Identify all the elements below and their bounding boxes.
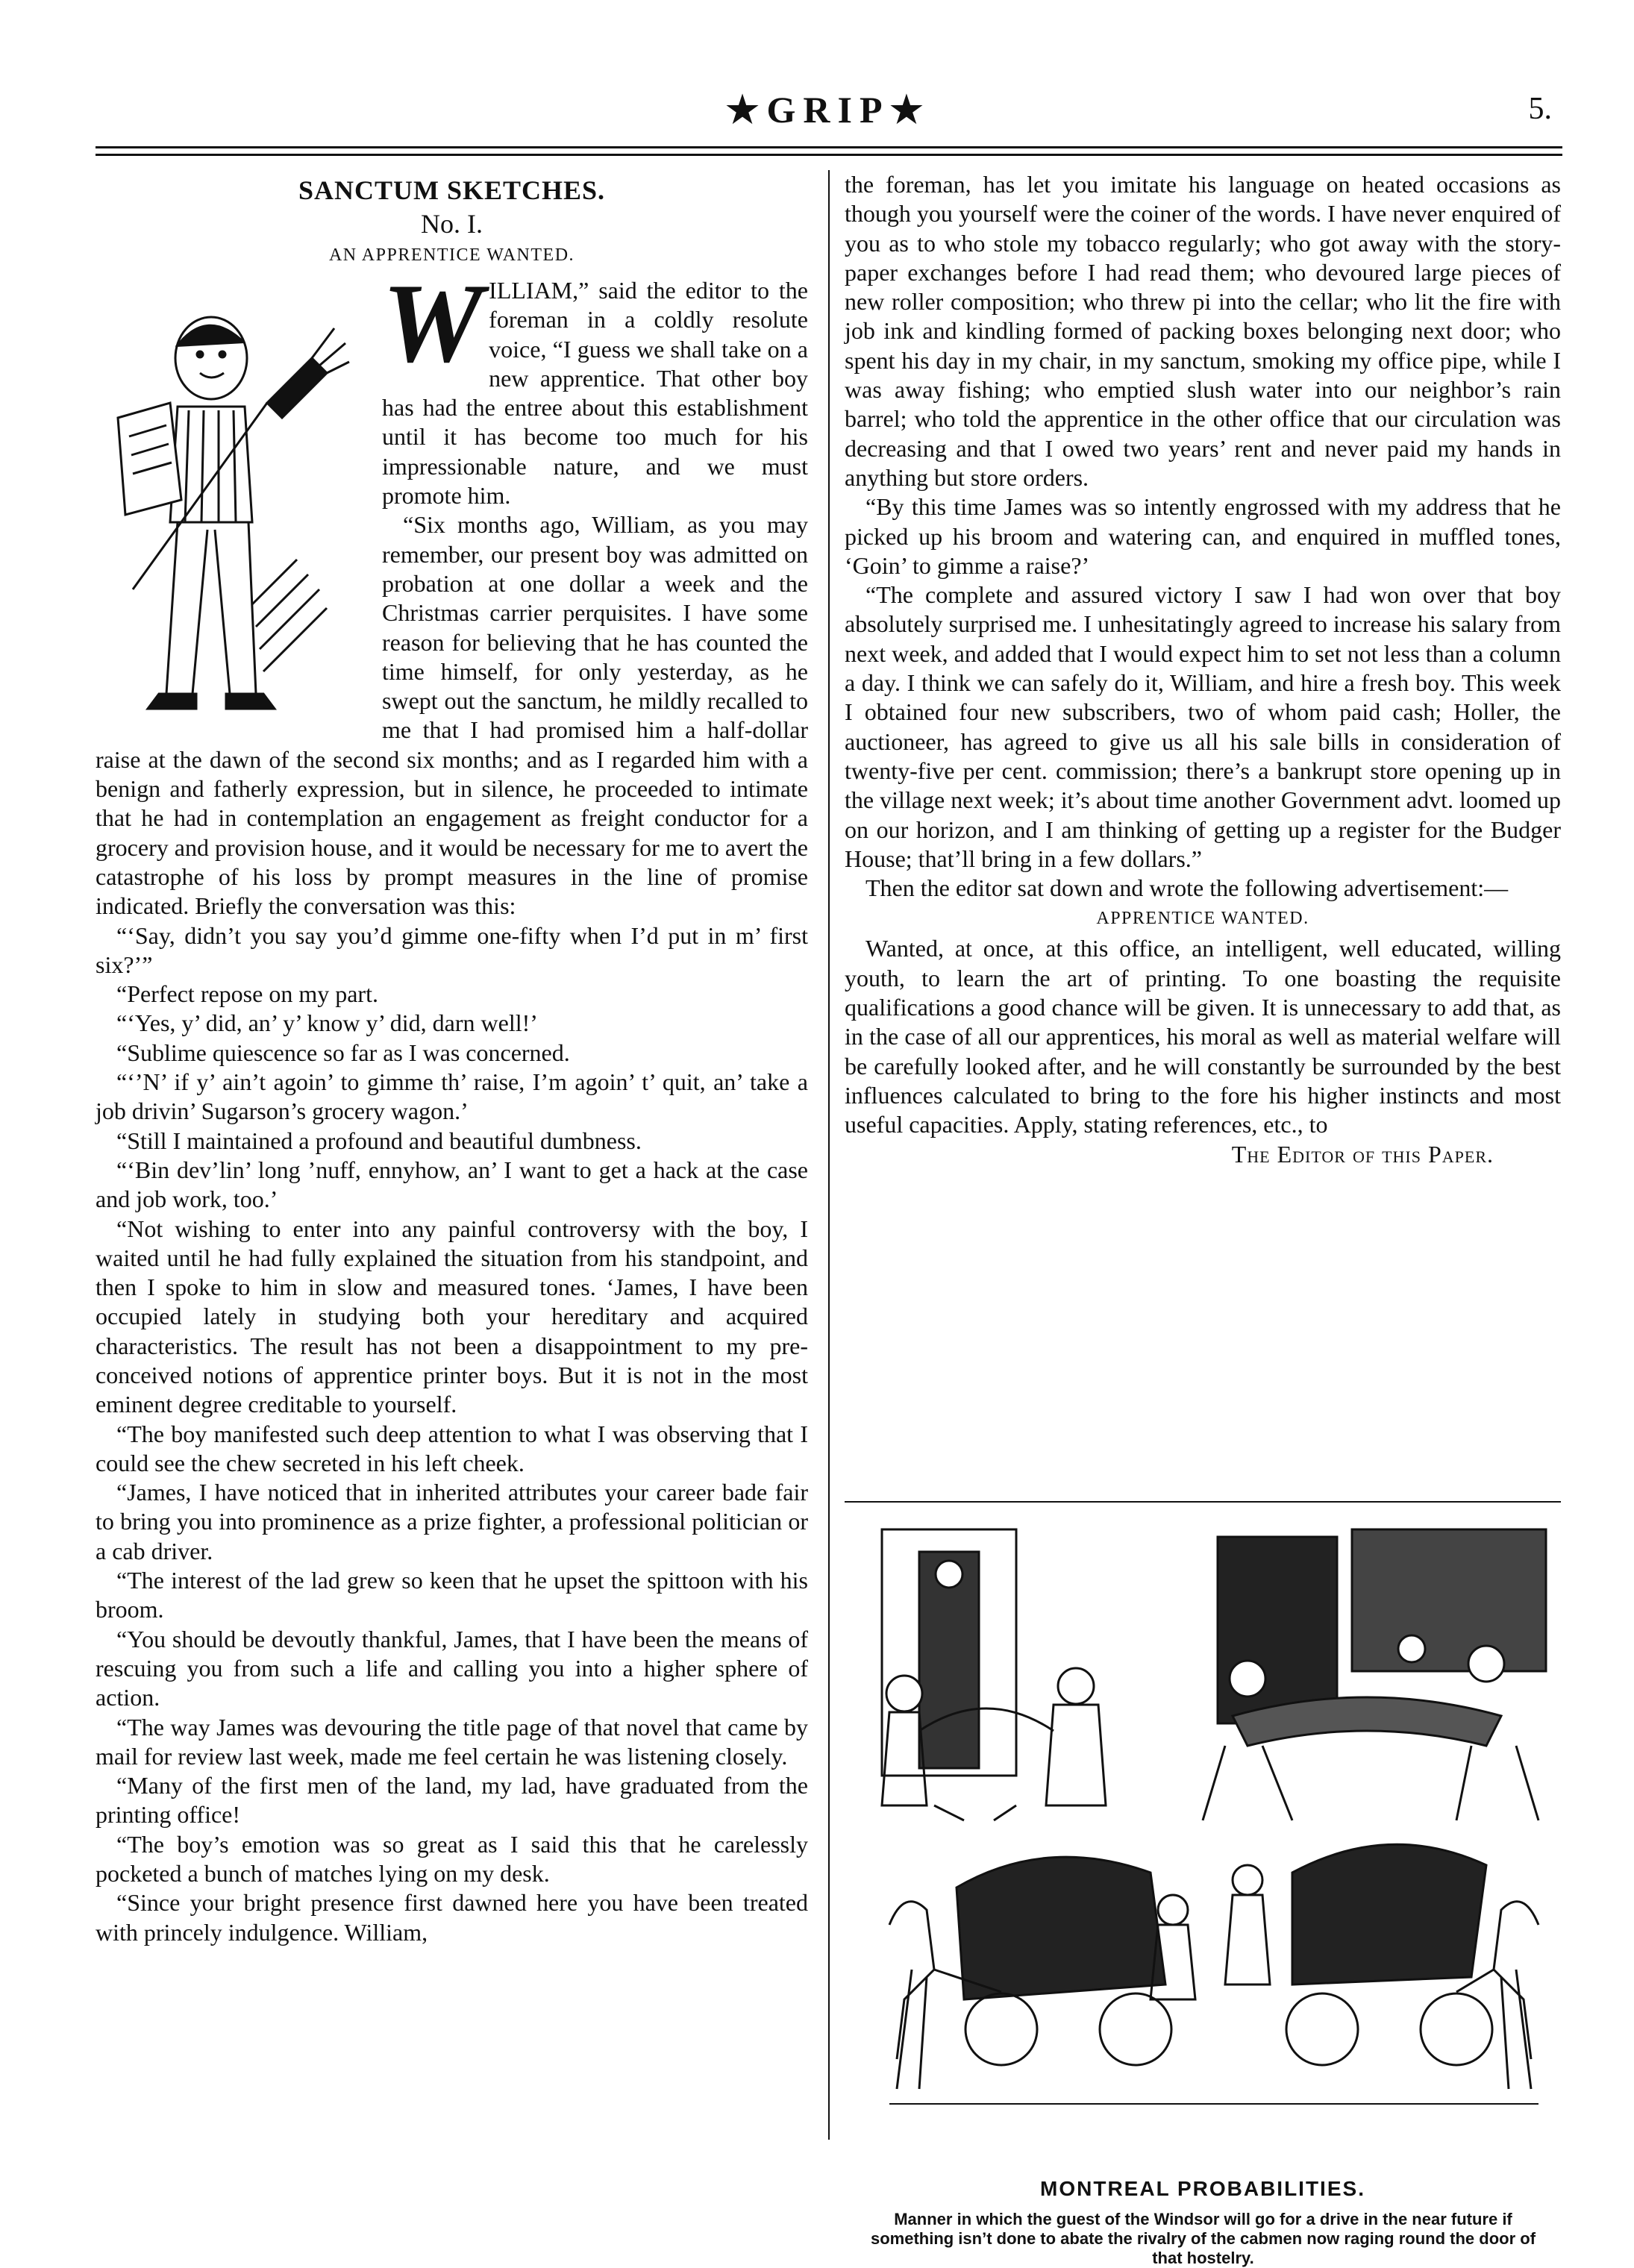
paragraph: the foreman, has let you imitate his language on heated occasions as though you yourself were the coiner of the words. I have never enquired of you as to who stole my tobacco regularly; who got away with the story-paper exchanges before I had read them; who devoured large pieces of new roller composition; who threw pi into the cellar; who lit the fire with job ink and kindling formed of packing boxes belonging next door; who spent his day in my chair, in my sanctum, smoking my office pipe, while I was away fishing; who emptied slush water into our neighbor’s rain barrel; who told the apprentice in the other office that our circulation was decreasing and that I owed two years’ rent and never paid my hands in anything but store orders. xyxy=(845,171,1561,491)
right-column xyxy=(845,170,1561,1169)
paragraph: “‘Say, didn’t you say you’d gimme one-fifty when I’d put in m’ first six?’” xyxy=(96,921,808,978)
paragraph: “Many of the first men of the land, my lad, have graduated from the printing office! xyxy=(96,1772,808,1829)
paragraph: “Since your bright presence first dawned here you have been treated with princely indulgence. William, xyxy=(96,1889,808,1946)
paragraph: “The boy manifested such deep attention to what I was observing that I could see the chew secreted in his left cheek. xyxy=(96,1420,808,1476)
paragraph: “Six months ago, William, as you may remember, our present boy was admitted on probation at one dollar a week and the Christmas carrier perquisites. I have some reason for believing that he has counted the time himself, for only yesterday, as he swept out the sanctum, he mildly recalled to me that I had promised him a half-dollar raise at the dawn of the second six months; and as I regarded him with a benign and fatherly expression, but in silence, he proceeded to intimate that he had in contemplation an engagement as freight conductor for a grocery and provision house, and it would be necessary for me to avert the catastrophe of his loss by prompt measures in the line of promise indicated. Briefly the conversation was this: xyxy=(96,511,808,920)
article-title: SANCTUM SKETCHES. xyxy=(298,175,606,205)
apprentice-boy-illustration xyxy=(96,276,372,737)
article-subtitle: AN APPRENTICE WANTED. xyxy=(328,245,575,265)
paragraph: “Sublime quiescence so far as I was concerned. xyxy=(116,1039,570,1066)
paragraph: “‘Yes, y’ did, an’ y’ know y’ did, darn well!’ xyxy=(116,1009,538,1037)
cartoon-rule xyxy=(845,1501,1561,1503)
cartoon-title: MONTREAL PROBABILITIES. xyxy=(1040,2177,1365,2200)
masthead xyxy=(97,88,1559,133)
paragraph: “‘’N’ if y’ ain’t agoin’ to gimme th’ raise, I’m agoin’ t’ quit, an’ take a job drivin’ Sugarson’s grocery wagon.’ xyxy=(96,1068,808,1125)
advertisement-heading: APPRENTICE WANTED. xyxy=(1096,909,1309,929)
paragraph: “The complete and assured victory I saw I had won over that boy absolutely surprised me. I unhesitatingly agreed to increase his salary from next week, and added that I would expect him to set not less than a column a day. I think we can safely do it, William, and hire a fresh boy. This week I obtained four new subscribers, two of whom paid cash; Holler, the auctioneer, has agreed to give us all his sale bills in consideration of twenty-five per cent. commission; there’s a bankrupt store opening up in the village next week; it’s about time another Government advt. loomed up on our horizon, and I am thinking of getting up a register for the Budger House; that’ll bring in a few dollars.” xyxy=(845,581,1561,872)
paragraph: ILLIAM,” said the editor to the foreman in a coldly resolute voice, “I guess we shall take on a new apprentice. That other boy has had the entree about this establishment until it has become too much for his impressionable nature, and we must promote him. xyxy=(382,277,808,510)
page-number: 5. xyxy=(1528,92,1552,126)
cartoon-illustration xyxy=(874,1522,1553,2171)
paragraph: “You should be devoutly thankful, James, that I have been the means of rescuing you from such a life and calling you into a higher sphere of action. xyxy=(96,1625,808,1711)
cartoon-caption: Manner in which the guest of the Windsor will go for a drive in the near future if something isn’t done to abate the rivalry of the cabmen now raging round the door of that hostelry. xyxy=(870,2210,1536,2267)
paragraph: “James, I have noticed that in inherited attributes your career bade fair to bring you into prominence as a prize fighter, a professional politician or a cab driver. xyxy=(96,1479,808,1564)
masthead-title: ★GRIP★ xyxy=(725,89,931,131)
header-rule xyxy=(96,146,1562,148)
paragraph: “The boy’s emotion was so great as I said this that he carelessly pocketed a bunch of matches lying on my desk. xyxy=(96,1830,808,1888)
advertisement-signature: The Editor of this Paper. xyxy=(1231,1140,1494,1168)
paragraph: Then the editor sat down and wrote the following advertisement:— xyxy=(865,874,1509,902)
paragraph: “Perfect repose on my part. xyxy=(116,980,378,1008)
header-rule xyxy=(96,154,1562,156)
drop-cap: W xyxy=(382,260,483,386)
article-number: No. I. xyxy=(421,209,483,239)
paragraph: “The way James was devouring the title page of that novel that came by mail for review last week, made me feel certain he was listening closely. xyxy=(96,1713,808,1770)
column-divider xyxy=(828,170,830,2140)
paragraph: “Not wishing to enter into any painful controversy with the boy, I waited until he had fully explained the situation from his standpoint, and then I spoke to him in slow and measured tones. ‘James, I have been occupied lately in studying both your hereditary and acquired characteristics. The result has not been a disappointment to my pre-conceived notions of apprentice printer boys. But it is not in the most eminent degree creditable to yourself. xyxy=(96,1215,808,1418)
paragraph: “Still I maintained a profound and beautiful dumbness. xyxy=(116,1127,642,1154)
left-column xyxy=(96,173,808,1947)
paragraph: “By this time James was so intently engrossed with my address that he picked up his broom and watering can, and enquired in muffled tones, ‘Goin’ to gimme a raise?’ xyxy=(845,493,1561,579)
advertisement-text: Wanted, at once, at this office, an intelligent, well educated, willing youth, to learn the art of printing. To one boasting the requisite qualifications a good chance will be given. It is unnecessary to add that, as in the case of all our apprentices, his moral as well as material welfare will be carefully looked after, and he will constantly be surrounded by the best influences calculated to bring to the fore his higher instincts and most useful capacities. Apply, stating references, etc., to xyxy=(845,935,1561,1138)
paragraph: “The interest of the lad grew so keen that he upset the spittoon with his broom. xyxy=(96,1567,808,1623)
paragraph: “‘Bin dev’lin’ long ’nuff, ennyhow, an’ I want to get a hack at the case and job work, too.’ xyxy=(96,1156,808,1213)
